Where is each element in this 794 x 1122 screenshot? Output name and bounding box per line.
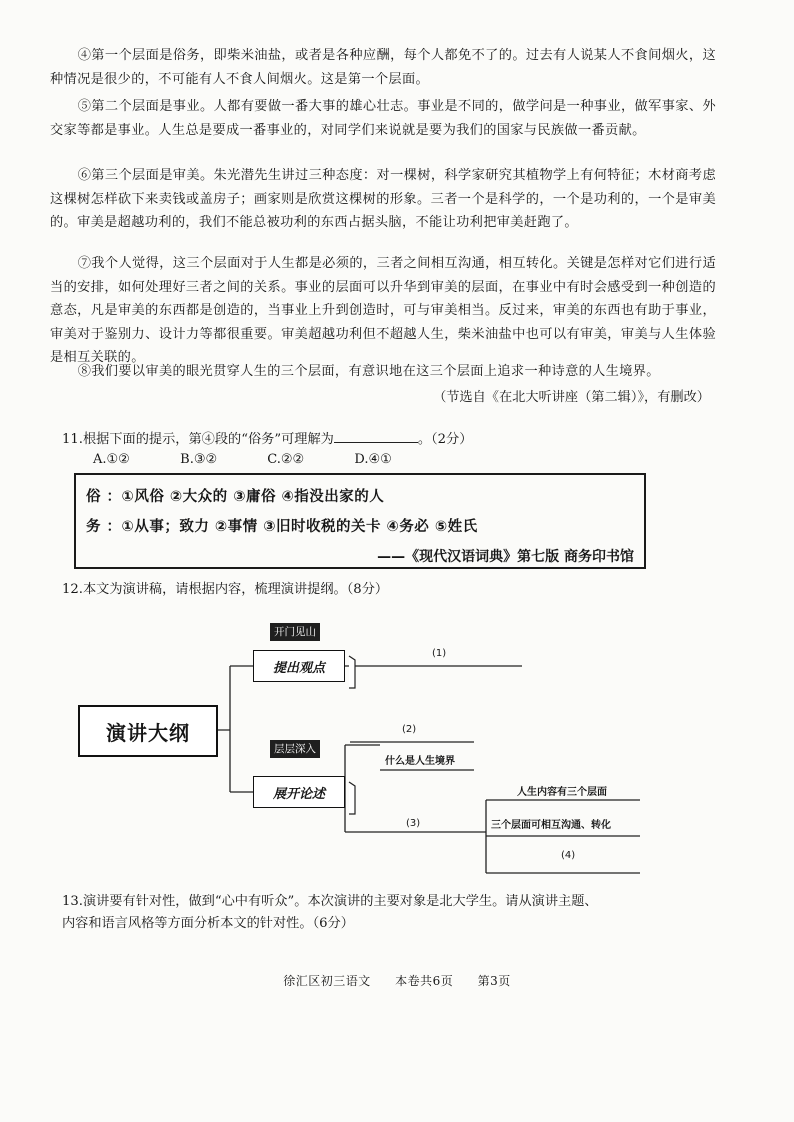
question-11-options — [93, 452, 437, 467]
outline-tag-deepen: 层层深入 — [270, 740, 320, 758]
option-b[interactable]: B.③② — [180, 452, 218, 467]
question-12: 12.本文为演讲稿，请根据内容，梳理演讲提纲。（8分） — [62, 582, 389, 597]
outline-item-what-is: 什么是人生境界 — [385, 756, 455, 767]
paragraph-4: ④第一个层面是俗务，即柴米油盐，或者是各种应酬，每个人都免不了的。过去有人说某人不食间烟火，这种情况是很少的，不可能有人不食人间烟火。这是第一个层面。 — [50, 48, 716, 87]
passage-source: （节选自《在北大听讲座（第二辑）》，有删改） — [433, 390, 710, 405]
outline-blank-1[interactable]: (1) — [432, 648, 447, 659]
outline-tag-open: 开门见山 — [270, 623, 320, 641]
outline-blank-2[interactable]: (2) — [402, 724, 417, 735]
question-11 — [62, 428, 472, 450]
page-footer — [0, 972, 794, 989]
outline-node-propose: 提出观点 — [253, 650, 345, 682]
paragraph-7: ⑦我个人觉得，这三个层面对于人生都是必须的，三者之间相互沟通，相互转化。关键是怎样对它们进行适当的安排，如何处理好三者之间的关系。事业的层面可以升华到审美的层面，在事业中有时会感受到一种创造的意态，凡是审美的东西都是创造的，当事业上升到创造时，可与审美相当。反过来，审美的东西也有助于事业，审美对于鉴别力、设计力等都很重要。审美超越功利但不超越人生，柴米油盐中也可以有审美，审美与人生体验是相互关联的。 — [50, 256, 716, 365]
footer-page: 第3页 — [477, 974, 511, 988]
dict-row-wu: 务 ：①从事；致力 ②事情 ③旧时收税的关卡 ④务必 ⑤姓氏 — [86, 519, 478, 535]
paragraph-6: ⑥第三个层面是审美。朱光潜先生讲过三种态度：对一棵树，科学家研究其植物学上有何特征；木材商考虑这棵树怎样砍下来卖钱或盖房子；画家则是欣赏这棵树的形象。三者一个是科学的，一个是功利的，一个是审美的。审美是超越功利的，我们不能总被功利的东西占据头脑，不能让功利把审美赶跑了。 — [50, 168, 716, 230]
question-13-line1: 13.演讲要有针对性，做到“心中有听众”。本次演讲的主要对象是北大学生。请从演讲主题、 — [62, 894, 598, 909]
outline-blank-4[interactable]: (4) — [561, 850, 576, 861]
paragraph-8: ⑧我们要以审美的眼光贯穿人生的三个层面，有意识地在这三个层面上追求一种诗意的人生境界。 — [77, 364, 660, 379]
option-a[interactable]: A.①② — [93, 452, 130, 467]
dict-source: ——《现代汉语词典》第七版 商务印书馆 — [377, 549, 634, 565]
footer-school: 徐汇区初三语文 — [283, 974, 371, 988]
question-13-line2: 内容和语言风格等方面分析本文的针对性。（6分） — [62, 916, 354, 931]
answer-blank[interactable] — [334, 428, 418, 443]
outline-item-communicate: 三个层面可相互沟通、转化 — [491, 820, 611, 831]
outline-item-three-levels: 人生内容有三个层面 — [517, 787, 607, 798]
footer-total: 本卷共6页 — [395, 974, 454, 988]
dict-row-su: 俗 ：①风俗 ②大众的 ③庸俗 ④指没出家的人 — [86, 489, 385, 505]
question-11-score: 。（2分） — [417, 432, 473, 447]
option-c[interactable]: C.②② — [267, 452, 305, 467]
outline-blank-3[interactable]: (3) — [406, 818, 421, 829]
option-d[interactable]: D.④① — [354, 452, 392, 467]
outline-main-node: 演讲大纲 — [78, 705, 218, 757]
question-11-text: 11.根据下面的提示，第④段的“俗务”可理解为 — [62, 432, 334, 447]
dictionary-hint-box — [74, 473, 646, 569]
outline-node-argue: 展开论述 — [253, 776, 345, 808]
paragraph-5: ⑤第二个层面是事业。人都有要做一番大事的雄心壮志。事业是不同的，做学问是一种事业，做军事家、外交家等都是事业。人生总是要成一番事业的，对同学们来说就是要为我们的国家与民族做一番贡献。 — [50, 99, 716, 138]
